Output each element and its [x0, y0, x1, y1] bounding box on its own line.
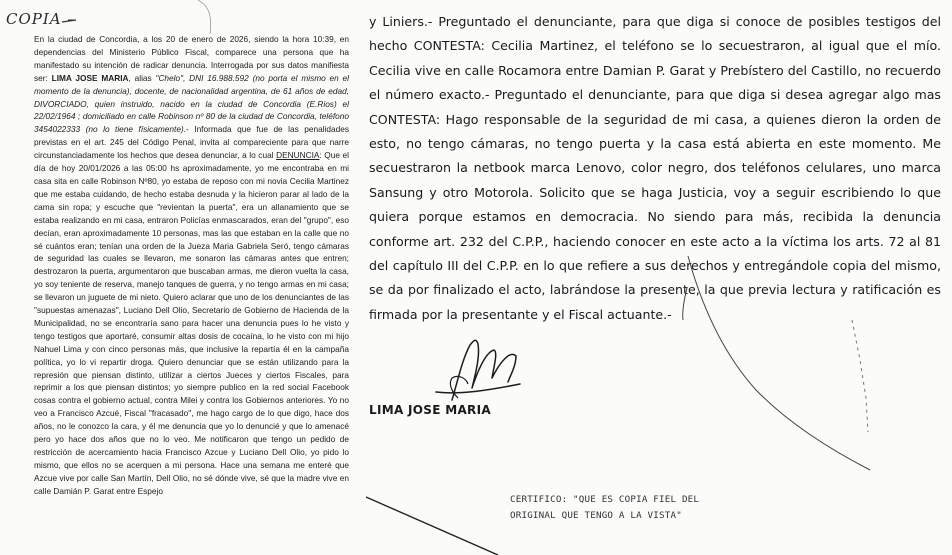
right-column-continuation-text [369, 10, 941, 327]
certification-line-2: ORIGINAL QUE TENGO A LA VISTA" [510, 510, 682, 521]
signature-scribble-icon [436, 340, 520, 400]
denuncia-keyword: DENUNCIA [276, 150, 320, 161]
diagonal-stroke-icon [366, 497, 498, 555]
complaint-paragraph [34, 33, 349, 498]
dashed-seal-edge-icon [852, 320, 868, 432]
penalties-text: - Informada que fue de las penalidades previstas en el art. 245 del Código Penal, invita al compareciente para que narre circunstanciadamente los hechos que desea denunciar, a lo cual [34, 124, 349, 161]
certification-line-1: CERTIFICO: "QUE ES COPIA FIEL DEL [510, 494, 700, 505]
continuation-paragraph: y Liniers.- Preguntado el denunciante, para que diga si conoce de posibles testigos del hecho CONTESTA: Cecilia Martinez, el teléfono se lo secuestraron, al igual que el mío. Cecilia vive en calle Rocamora entre Damian P. Garat y Prebístero del Castillo, no recuerdo el número exacto.- Preguntado el denunciante, para que diga si desea agregar algo mas CONTESTA: Hago responsable de la seguridad de mi casa, a quienes dieron la orden de esto, no tengo cámaras, no tengo puerta y la casa está abierta en este momento. Me secuestraron la netbook marca Lenovo, color negro, dos teléfonos celulares, uno marca Sansung y otro Motorola. Solicito que se haga Justicia, voy a seguir escribiendo lo que quiera porque estamos en democracia. No siendo para más, recibida la denuncia conforme art. 232 del C.P.P., haciendo conocer en este acto a la víctima los arts. 72 al 81 del capítulo III del C.P.P. en lo que refiere a sus derechos y entregándole copia del mismo, se da por finalizado el acto, labrándose la presente, la que previa lectura y ratificación es firmada por la presentante y el Fiscal actuante.- [369, 14, 941, 322]
certification-stamp [510, 492, 770, 524]
complaint-narrative: : Que el día de hoy 20/01/2026 a las 05:00 hs aproximadamente, yo me encontraba en mi casa sita en calle Robinson Nº80, yo estaba de reposo con mi novia Cecilia Martinez que me estaba cuidando, de hecho estaba desnuda y la hicieron parar al lado de la cama sin ropa; y escuche que "revientan la puerta", era un allanamiento que se estaba realizando en mi casa, entraron Policías enmascarados, eran del "grupo", eso decían, eran aproximadamente 10 personas, mas las que estaban en la calle que no sé cuántos eran; tenían una orden de la Jueza Maria Gabriela Seró, tengo cámaras de seguridad las cuales se llevaron, me sonaron las cámaras antes que entren; destrozaron la puerta, argumentaron que buscaban armas, me dieron vuelta la casa, yo soy teniente de reserva, manejo tanques de guerra, y no tengo armas en mi casa; se llevaron un juguete de mi nieto. Quiero aclarar que uno de los denunciantes de las "supuestas amenazas", Luciano Dell Olio, Secretario de Gobierno de Hacienda de la Municipalidad, no se encontraría sano para hacer una denuncia pues lo he visto y tengo testigos que aportaré, consumir altas dosis de cocaína, lo he visto con mi hijo Nahuel Lima y con cinco personas más, que inclusive la repartía él en la campaña política, yo lo vi repartir droga. Quiero denunciar que se están utilizando para la represión que piensan distinto, utilizar a ciertos Jueces y ciertos Fiscales, para reprimir a los que piensan distintos; yo siempre publico en la red social Facebook cosas contra el gobierno actual, contra Milei y contra los Gobiernos anteriores. Yo no veo a Francisco Azcué, Fiscal "fracasado", me hago cargo de lo que digo, hace dos años, no le conozco la cara, y él me denuncia que yo lo denuncié y que lo amenacé pero yo hace dos años que no lo veo. Me notificaron que tengo un pedido de restricción de acercamiento hacia Francisco Azcue y Luciano Dell Olio, yo pido lo mismo, que ellos no se acerquen a mi persona. Hace una semana me enteré que Azcue vive por calle San Martín, Dell Olio, no sé dónde vive, sé que la madre vive en calle Damián P. Garat entre Espejo [34, 150, 349, 496]
intro-text: En la ciudad de Concordia, a los 20 de enero de 2026, siendo la hora 10:39, en dependencias del Ministerio Público Fiscal, comparece una persona que ha manifestado su intención de radicar denuncia. Interrogada por sus datos manifiesta ser: [34, 34, 349, 83]
signature-loop-icon [450, 376, 468, 398]
copia-handwritten-mark: COPIA – [6, 10, 76, 28]
complainant-details: "Chelo", DNI 16.988.592 (no porta el mismo en el momento de la denuncia), docente, de nacionalidad argentina, de 61 años de edad, DIVORCIADO, quien instruido, nacido en la ciudad de Concordia (E.Rios) el 22/02/1964 ; domiciliado en calle Robinson nº 80 de la ciudad de Concordia, teléfono 3454022333 (no lo tiene físicamente). [34, 72, 350, 135]
left-column-complaint-text [34, 33, 349, 498]
complainant-name: LIMA JOSE MARIA [51, 72, 129, 83]
signatory-name: LIMA JOSE MARIA [369, 403, 491, 417]
alias-text: , alias [128, 72, 156, 83]
fold-line-icon [198, 0, 211, 34]
